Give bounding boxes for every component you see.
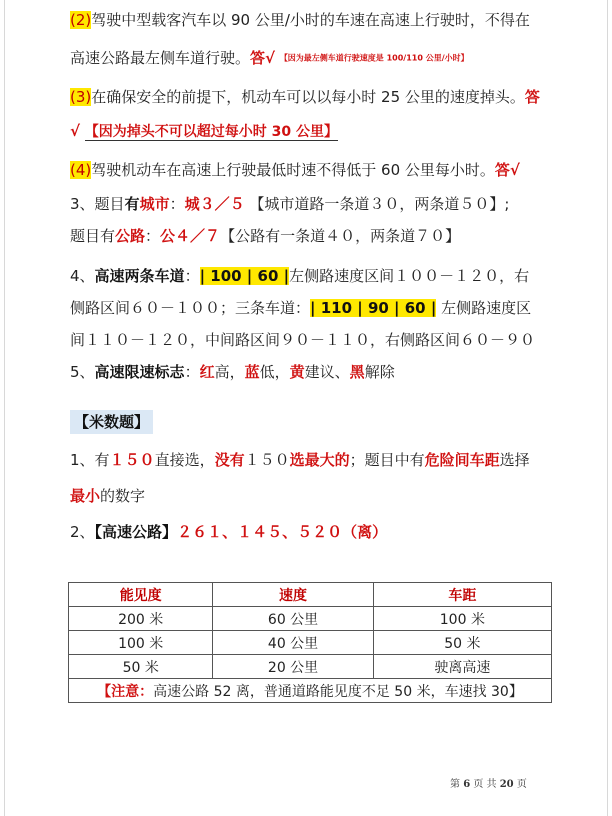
rule4-prefix: 4、 <box>70 266 95 285</box>
p2-prefix: 2、 <box>70 522 95 541</box>
table-cell: 20 公里 <box>213 655 373 679</box>
section-p1-line1 <box>70 446 570 474</box>
rule4-two-vals: | 100 | 60 | <box>199 266 290 285</box>
p1-c: ；题目中有 <box>349 450 425 469</box>
page-right-edge <box>607 0 608 816</box>
rule5-blue: 蓝 <box>244 362 260 381</box>
table-note-label: 【注意： <box>97 683 154 700</box>
rule5-red: 红 <box>199 362 215 381</box>
item-q2-line1 <box>70 6 570 34</box>
table-cell: 50 米 <box>69 655 213 679</box>
rule5-black: 黑 <box>349 362 365 381</box>
rule5-colon: ： <box>184 362 200 381</box>
p1-no: 没有 <box>214 450 245 469</box>
p2-nums: ２６１、１４５、５２０（离） <box>177 522 388 541</box>
table-note-text: 高速公路 52 离，普通道路能见度不足 50 米，车速找 30】 <box>153 683 523 700</box>
q2-text2: 高速公路最左侧车道行驶。 <box>70 49 251 67</box>
rule3-line2 <box>70 222 570 250</box>
table-header-distance: 车距 <box>373 583 551 607</box>
q2-text1: 驾驶中型载客汽车以 90 公里/小时的车速在高速上行驶时，不得在 <box>91 11 530 29</box>
q2-answer: 答√ <box>250 49 276 67</box>
p1-line2-red: 最小 <box>70 486 101 505</box>
rule3-colon1: ： <box>169 194 185 213</box>
rule5-yellow-text: 建议、 <box>304 362 350 381</box>
rule5-red-text: 高， <box>214 362 245 381</box>
table-note-row <box>69 679 552 703</box>
rule3-colon2: ： <box>145 226 161 245</box>
page-footer <box>450 775 527 790</box>
footer-mid: 页 共 <box>473 779 497 790</box>
table-note <box>69 679 552 703</box>
p1-d: 选择 <box>499 450 530 469</box>
rule3-road-val: 公４／７ <box>160 226 221 245</box>
q3-answer-check: √ <box>70 121 81 140</box>
rule4-line3-text: 间１１０－１２０，中间路区间９０－１１０，右侧路区间６０－９０ <box>70 330 536 349</box>
q4-text1: 驾驶机动车在高速上行驶最低时速不得低于 60 公里每小时。 <box>91 160 495 179</box>
q4-marker: (4) <box>70 160 92 179</box>
rule5-title: 高速限速标志 <box>94 362 185 381</box>
p2-title: 【高速公路】 <box>94 522 178 541</box>
section-p2-line <box>70 518 570 546</box>
table-cell: 驶离高速 <box>373 655 551 679</box>
footer-prefix: 第 <box>450 779 460 790</box>
table-cell: 40 公里 <box>213 631 373 655</box>
rule4-colon: ： <box>184 266 200 285</box>
p1-danger: 危险间车距 <box>424 450 500 469</box>
p1-150: １５０ <box>109 450 155 469</box>
footer-page-number: 6 <box>463 779 471 790</box>
rule4-line2a: 侧路区间６０－１００；三条车道： <box>70 298 311 317</box>
rule4-line1 <box>70 262 570 290</box>
rule3-city-val: 城３／５ <box>184 194 245 213</box>
document-body <box>70 6 570 546</box>
table-row <box>69 607 552 631</box>
rule5-prefix: 5、 <box>70 362 95 381</box>
section-header <box>70 410 570 434</box>
q3-text1: 在确保安全的前提下，机动车可以以每小时 25 公里的速度掉头。 <box>91 87 525 106</box>
table-header-row <box>69 583 552 607</box>
table-header-visibility: 能见度 <box>69 583 213 607</box>
rule3-city: 城市 <box>139 194 170 213</box>
p1-b: 选最大的 <box>289 450 350 469</box>
table-cell: 60 公里 <box>213 607 373 631</box>
rule4-two-desc: 左侧路速度区间１００－１２０，右 <box>289 266 530 285</box>
rule4-two-lane: 高速两条车道 <box>94 266 185 285</box>
item-q4-line1 <box>70 156 570 184</box>
q2-note: 【因为最左侧车道行驶速度是 100/110 公里/小时】 <box>279 53 469 63</box>
table-row <box>69 631 552 655</box>
table-cell: 100 米 <box>69 631 213 655</box>
rule5-yellow: 黄 <box>289 362 305 381</box>
table-row <box>69 655 552 679</box>
rule3-prefix: 3、题目 <box>70 194 125 213</box>
table-cell: 100 米 <box>373 607 551 631</box>
item-q2-line2 <box>70 44 570 73</box>
rule3-road-note: 【公路有一条道４０，两条道７０】 <box>220 226 461 245</box>
visibility-speed-table <box>68 582 552 703</box>
section-title: 【米数题】 <box>70 410 153 434</box>
q3-note: 【因为掉头不可以超过每小时 30 公里】 <box>84 123 339 140</box>
rule5-line <box>70 358 570 386</box>
q2-marker: (2) <box>70 11 92 29</box>
footer-total-pages: 20 <box>499 779 514 790</box>
rule4-line2 <box>70 294 570 322</box>
table-cell: 200 米 <box>69 607 213 631</box>
rule5-black-text: 解除 <box>364 362 395 381</box>
rule3-city-note: 【城市道路一条道３０，两条道５０】; <box>249 194 510 213</box>
rule5-blue-text: 低， <box>259 362 290 381</box>
q3-answer: 答 <box>524 87 540 106</box>
rule3-line1 <box>70 190 570 218</box>
footer-suffix: 页 <box>516 779 527 790</box>
p1-150b: １５０ <box>244 450 290 469</box>
table-cell: 50 米 <box>373 631 551 655</box>
rule3-prefix2: 题目有 <box>70 226 116 245</box>
rule4-three-vals: | 110 | 90 | 60 | <box>310 298 437 317</box>
p1-a: 直接选， <box>154 450 215 469</box>
p1-prefix: 1、有 <box>70 450 110 469</box>
rule3-road: 公路 <box>115 226 146 245</box>
p1-line2: 的数字 <box>100 486 146 505</box>
rule4-line3 <box>70 326 570 354</box>
q4-answer: 答√ <box>494 160 520 179</box>
table-header-speed: 速度 <box>213 583 373 607</box>
page-left-edge <box>4 0 5 816</box>
item-q3-line1 <box>70 83 570 111</box>
section-p1-line2 <box>70 482 570 510</box>
rule3-has: 有 <box>124 194 140 213</box>
q3-marker: (3) <box>70 87 92 106</box>
rule4-line2b: 左侧路速度区 <box>441 298 532 317</box>
item-q3-line2 <box>70 117 570 146</box>
